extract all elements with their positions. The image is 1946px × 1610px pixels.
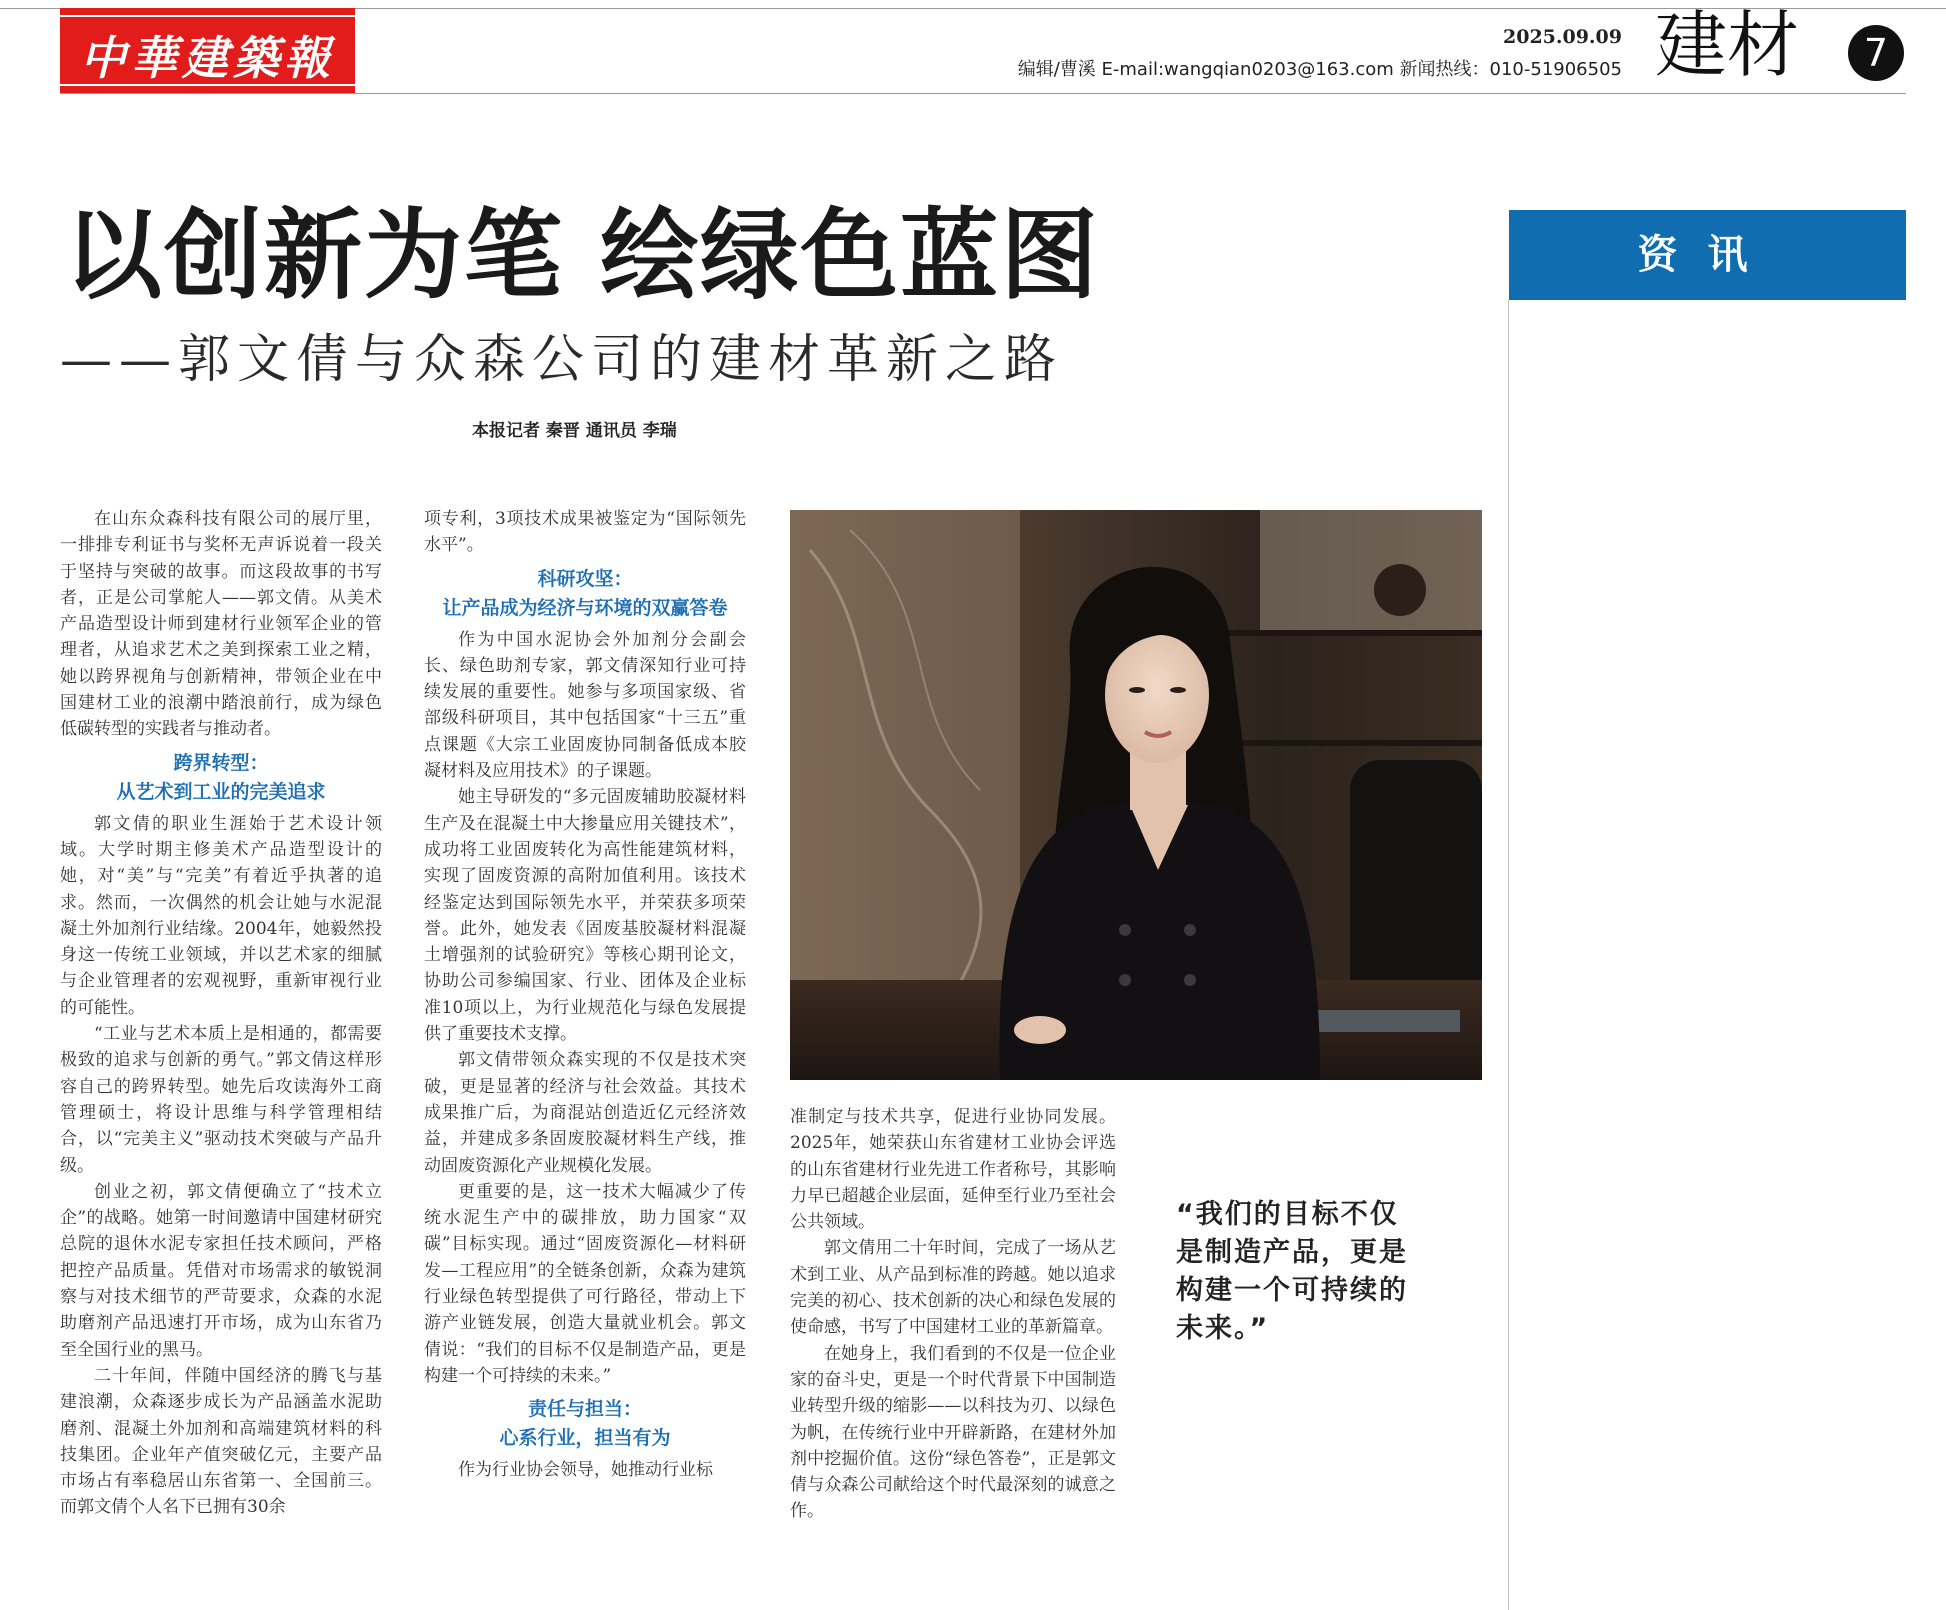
logo-text: 中華建築報 [80,31,335,85]
subtitle-line: 责任与担当： [527,1398,642,1421]
subtitle-line: 心系行业，担当有为 [499,1427,671,1450]
paragraph: 创业之初，郭文倩便确立了“技术立企”的战略。她第一时间邀请中国建材研究总院的退休水泥专家担任技术顾问，严格把控产品质量。凭借对市场需求的敏锐洞察与对技术细节的严苛要求，众森的水泥助磨剂产品迅速打开市场，成为山东省乃至全国行业的黑马。 [60,1181,382,1360]
section-subtitle-responsibility [424,1395,746,1453]
section-subtitle-crossover [60,749,382,807]
article-headline: 以创新为笔 绘绿色蓝图 [64,199,1101,313]
article-column-1 [60,506,382,1521]
paragraph: 在她身上，我们看到的不仅是一位企业家的奋斗史，更是一个时代背景下中国制造业转型升级的缩影——以科技为刃、以绿色为帆，在传统行业中开辟新路，在建材外加剂中挖掘价值。这份“绿色答卷”，正是郭文倩与众森公司献给这个时代最深刻的诚意之作。 [790,1343,1116,1522]
subtitle-line: 跨界转型： [173,751,269,774]
article-column-2 [424,506,746,1484]
paragraph: 在山东众森科技有限公司的展厅里，一排排专利证书与奖杯无声诉说着一段关于坚持与突破的故事。而这段故事的书写者，正是公司掌舵人——郭文倩。从美术产品造型设计师到建材行业领军企业的管理者，从追求艺术之美到探索工业之精，她以跨界视角与创新精神，带领企业在中国建材工业的浪潮中踏浪前行，成为绿色低碳转型的实践者与推动者。 [60,509,382,740]
subtitle-line: 科研攻坚： [537,567,633,590]
paragraph: “工业与艺术本质上是相通的，都需要极致的追求与创新的勇气。”郭文倩这样形容自己的跨界转型。她先后攻读海外工商管理硕士，将设计思维与科学管理相结合，以“完美主义”驱动技术突破与产品升级。 [60,1024,382,1176]
paragraph: 郭文倩的职业生涯始于艺术设计领域。大学时期主修美术产品造型设计的她，对“美”与“完美”有着近乎执著的追求。然而，一次偶然的机会让她与水泥混凝土外加剂行业结缘。2004年，她毅然投身这一传统工业领域，并以艺术家的细腻与企业管理者的宏观视野，重新审视行业的可能性。 [60,813,382,1018]
portrait-photo [790,510,1482,1080]
paragraph: 项专利，3项技术成果被鉴定为“国际领先水平”。 [424,509,746,556]
issue-date: 2025.09.09 [1503,26,1622,48]
article-column-3 [790,1104,1116,1525]
news-section-header: 资讯 [1509,210,1906,300]
article-subheadline: ——郭文倩与众森公司的建材革新之路 [60,330,1064,390]
paragraph: 郭文倩带领众森实现的不仅是技术突破，更是显著的经济与社会效益。其技术成果推广后，为商混站创造近亿元经济效益，并建成多条固废胶凝材料生产线，推动固废资源化产业规模化发展。 [424,1050,746,1176]
paragraph: 作为行业协会领导，她推动行业标 [458,1460,713,1481]
newspaper-logo [60,8,355,93]
paragraph: 她主导研发的“多元固废辅助胶凝材料生产及在混凝土中大掺量应用关键技术”，成功将工业固废转化为高性能建筑材料，实现了固废资源的高附加值利用。该技术经鉴定达到国际领先水平，并荣获多项荣誉。此外，她发表《固废基胶凝材料混凝土增强剂的试验研究》等核心期刊论文，协助公司参编国家、行业、团体及企业标准10项以上，为行业规范化与绿色发展提供了重要技术支撑。 [424,787,746,1045]
paragraph: 二十年间，伴随中国经济的腾飞与基建浪潮，众森逐步成长为产品涵盖水泥助磨剂、混凝土外加剂和高端建筑材料的科技集团。企业年产值突破亿元，主要产品市场占有率稳居山东省第一、全国前三。而郭文倩个人名下已拥有30余 [60,1365,382,1518]
paragraph: 准制定与技术共享，促进行业协同发展。2025年，她荣获山东省建材工业协会评选的山东省建材行业先进工作者称号，其影响力早已超越企业层面，延伸至行业乃至社会公共领域。 [790,1107,1116,1233]
paragraph: 作为中国水泥协会外加剂分会副会长、绿色助剂专家，郭文倩深知行业可持续发展的重要性。她参与多项国家级、省部级科研项目，其中包括国家“十三五”重点课题《大宗工业固废协同制备低成本胶凝材料及应用技术》的子课题。 [424,629,746,782]
section-name: 建材 [1655,3,1800,87]
page-number-badge: 7 [1848,25,1904,81]
pull-quote: “我们的目标不仅是制造产品，更是构建一个可持续的未来。” [1176,1199,1408,1344]
header-rule [60,93,1906,94]
subtitle-line: 从艺术到工业的完美追求 [116,780,326,803]
editor-contact-line: 编辑/曹溪 E-mail:wangqian0203@163.com 新闻热线：010-51906505 [1017,59,1622,80]
subtitle-line: 让产品成为经济与环境的双赢答卷 [442,596,728,619]
article-byline: 本报记者 秦晋 通讯员 李瑞 [472,421,677,441]
paragraph: 更重要的是，这一技术大幅减少了传统水泥生产中的碳排放，助力国家“双碳”目标实现。通过“固废资源化—材料研发—工程应用”的全链条创新，众森为建筑行业绿色转型提供了可行路径，带动上下游产业链发展，创造大量就业机会。郭文倩说：“我们的目标不仅是制造产品，更是构建一个可持续的未来。” [424,1181,746,1386]
paragraph: 郭文倩用二十年时间，完成了一场从艺术到工业、从产品到标准的跨越。她以追求完美的初心、技术创新的决心和绿色发展的使命感，书写了中国建材工业的革新篇章。 [790,1238,1116,1338]
section-subtitle-research [424,565,746,623]
news-column-divider [1508,300,1509,1610]
